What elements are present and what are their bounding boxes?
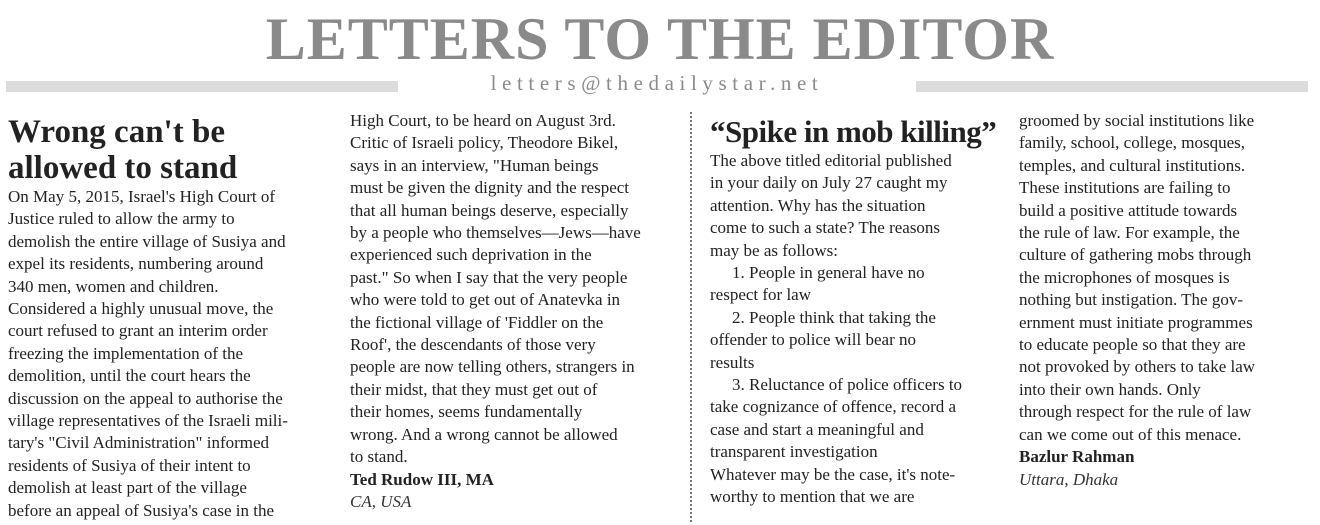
text-line: High Court, to be heard on August 3rd. — [350, 111, 616, 130]
text-line: expel its residents, numbering around — [8, 254, 264, 274]
letter1-body-part2 — [350, 110, 672, 469]
rule-bar-left — [6, 81, 398, 92]
text-line: the fictional village of 'Fiddler on the — [350, 312, 604, 332]
text-line: experienced such deprivation in the — [350, 245, 592, 265]
text-line: to stand. — [350, 447, 408, 467]
text-line: family, school, college, mosques, — [1019, 133, 1245, 153]
text-line: take cognizance of offence, record a — [710, 397, 957, 417]
text-line: demolish the entire village of Susiya and — [8, 231, 286, 251]
text-line: says in an interview, "Human beings — [350, 155, 599, 175]
text-line: culture of gathering mobs through — [1019, 245, 1252, 265]
text-line: build a positive attitude towards — [1019, 200, 1238, 220]
letter2-body-part1 — [710, 150, 1000, 509]
text-line: village representatives of the Israeli mili- — [8, 411, 288, 431]
text-line: residents of Susiya of their intent to — [8, 455, 251, 475]
text-line: offender to police will bear no — [710, 330, 916, 350]
text-line: transparent investigation — [710, 442, 878, 462]
letter2-author: Bazlur Rahman — [1019, 447, 1135, 467]
column-divider — [690, 112, 692, 522]
text-line: Critic of Israeli policy, Theodore Bikel, — [350, 133, 619, 153]
letter1-body-part1 — [8, 186, 330, 522]
text-line: ernment must initiate programmes — [1019, 312, 1253, 332]
text-line: before an appeal of Susiya's case in the — [8, 500, 274, 520]
text-line: to educate people so that they are — [1019, 335, 1246, 355]
rule-bar-right — [916, 81, 1308, 92]
editor-email[interactable]: letters@thedailystar.net — [490, 71, 824, 95]
letter2-column2 — [1019, 110, 1309, 491]
letter1-column2 — [350, 110, 672, 513]
letter1-location: CA, USA — [350, 491, 412, 511]
letter2-headline: “Spike in mob killing” — [710, 114, 997, 149]
letter1-author: Ted Rudow III, MA — [350, 469, 494, 489]
text-line: tary's "Civil Administration" informed — [8, 433, 270, 453]
text-line: people are now telling others, strangers in — [350, 357, 635, 377]
text-line: Considered a highly unusual move, the — [8, 299, 274, 319]
text-line: nothing but instigation. The gov- — [1019, 290, 1243, 310]
text-line: temples, and cultural institutions. — [1019, 155, 1246, 175]
letter2-column1 — [710, 110, 1000, 509]
text-line: must be given the dignity and the respect — [350, 178, 630, 198]
text-line: results — [710, 352, 755, 372]
text-line: the microphones of mosques is — [1019, 267, 1230, 287]
text-line: attention. Why has the situation — [710, 195, 926, 215]
text-line: discussion on the appeal to authorise the — [8, 388, 283, 408]
text-line: their midst, that they must get out of — [350, 379, 598, 399]
letter2-body-part2 — [1019, 110, 1309, 446]
text-line: through respect for the rule of law — [1019, 402, 1252, 422]
section-title: LETTERS TO THE EDITOR — [265, 6, 1055, 72]
text-line: past." So when I say that the very people — [350, 267, 628, 287]
text-line: 1. People in general have no — [732, 263, 925, 283]
text-line: These institutions are failing to — [1019, 178, 1231, 198]
text-line: in your daily on July 27 caught my — [710, 173, 948, 193]
text-line: freezing the implementation of the — [8, 343, 244, 363]
text-line: case and start a meaningful and — [710, 419, 924, 439]
letter1-headline — [8, 114, 330, 186]
text-line: demolish at least part of the village — [8, 478, 247, 498]
text-line: 3. Reluctance of police officers to — [732, 375, 963, 395]
text-line: court refused to grant an interim order — [8, 321, 268, 341]
text-line: worthy to mention that we are — [710, 487, 915, 507]
text-line: wrong. And a wrong cannot be allowed — [350, 424, 618, 444]
letter1-headline-line: Wrong can't be — [8, 114, 225, 150]
text-line: by a people who themselves—Jews—have — [350, 223, 641, 243]
text-line: 340 men, women and children. — [8, 276, 219, 296]
text-line: Whatever may be the case, it's note- — [710, 464, 956, 484]
text-line: 2. People think that taking the — [732, 307, 936, 327]
text-line: demolition, until the court hears the — [8, 366, 251, 386]
text-line: Justice ruled to allow the army to — [8, 209, 235, 229]
letter1-column1 — [8, 110, 330, 522]
text-line: the rule of law. For example, the — [1019, 223, 1240, 243]
text-line: who were told to get out of Anatevka in — [350, 290, 621, 310]
text-line: The above titled editorial published — [710, 151, 952, 170]
text-line: come to such a state? The reasons — [710, 218, 941, 238]
letter1-headline-line: allowed to stand — [8, 150, 238, 186]
text-line: their homes, seems fundamentally — [350, 402, 583, 422]
text-line: can we come out of this menace. — [1019, 424, 1242, 444]
text-line: that all human beings deserve, especially — [350, 200, 629, 220]
text-line: into their own hands. Only — [1019, 379, 1201, 399]
text-line: respect for law — [710, 285, 812, 305]
text-line: Roof', the descendants of those very — [350, 335, 596, 355]
text-line: On May 5, 2015, Israel's High Court of — [8, 187, 276, 206]
letter2-location: Uttara, Dhaka — [1019, 469, 1119, 489]
text-line: not provoked by others to take law — [1019, 357, 1256, 377]
masthead-rule — [6, 71, 1308, 95]
text-line: groomed by social institutions like — [1019, 111, 1255, 130]
text-line: may be as follows: — [710, 240, 838, 260]
